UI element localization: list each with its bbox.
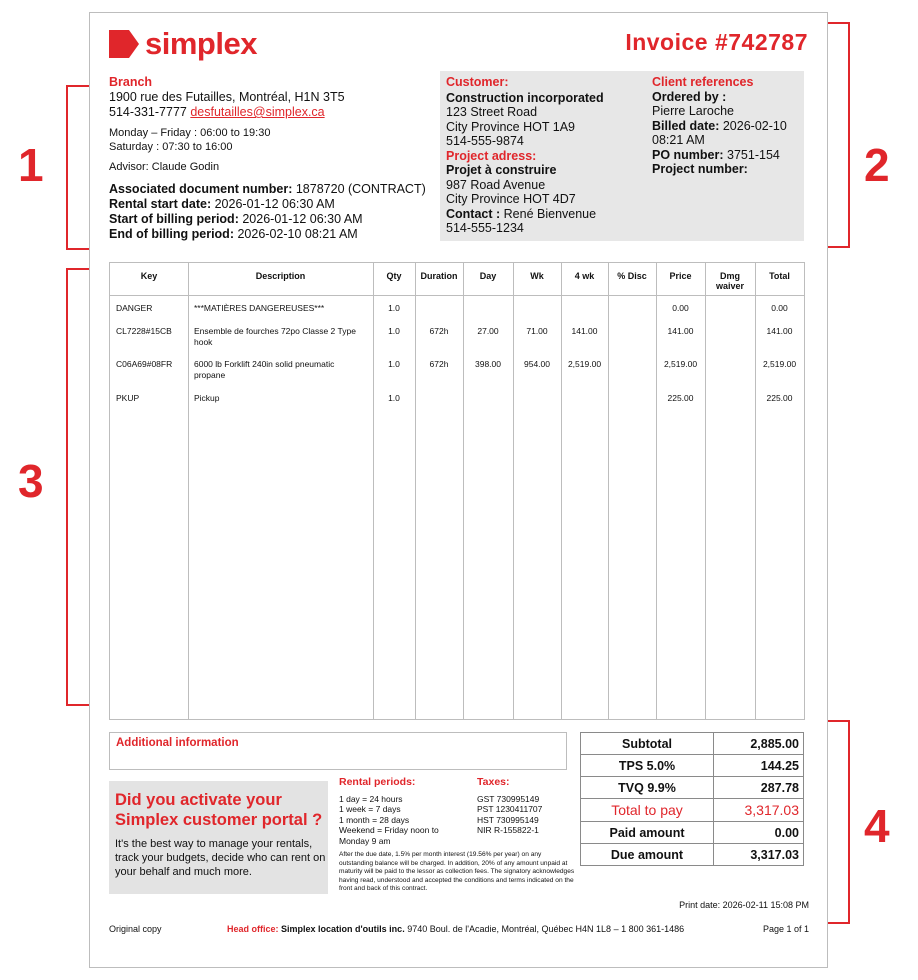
tps-value: 144.25	[714, 755, 804, 777]
totals-table	[580, 732, 804, 866]
table-cell-price: 0.00	[672, 303, 689, 313]
table-cell-key: CL7228#15CB	[116, 326, 172, 336]
column-header: Wk	[530, 271, 544, 281]
totals-row	[581, 822, 804, 844]
line-items-table	[109, 262, 805, 720]
simplex-logo-icon	[109, 30, 139, 58]
billed-time-value: 08:21 AM	[652, 133, 705, 147]
project-name: Projet à construire	[446, 163, 557, 177]
rental-start-value: 2026-01-12 06:30 AM	[214, 197, 335, 211]
advisor: Advisor: Claude Godin	[109, 161, 220, 173]
callout-number-2: 2	[864, 139, 890, 191]
tax-line: GST 730995149	[477, 793, 540, 804]
rental-period-line: 1 week = 7 days	[339, 804, 401, 814]
table-cell-desc: 6000 lb Forklift 240in solid pneumatic propane	[194, 359, 335, 380]
contact-label: Contact :	[446, 206, 501, 221]
company-address: 9740 Boul. de l'Acadie, Montréal, Québec H4N 1L8 – 1 800 361-1486	[407, 924, 685, 934]
table-cell-qty: 1.0	[388, 303, 400, 313]
tax-line: PST 1230411707	[477, 804, 543, 814]
rental-period-line: 1 day = 24 hours	[339, 793, 403, 804]
terms-fine-print: After the due date, 1.5% per month interest (19.56% per year) on any outstanding balance will be charged. In addition, 20% of any amount unpaid at maturity will be paid to the lessor as collection fees. The signatory acknowledges having read, understood and accepted the conditions and terms indicated on the front and back of this contract.	[339, 851, 575, 892]
billing-start-label: Start of billing period:	[109, 212, 239, 226]
branch-address: 1900 rue des Futailles, Montréal, H1N 3T5	[109, 90, 345, 104]
customer-name: Construction incorporated	[446, 90, 604, 105]
branch-heading: Branch	[109, 75, 153, 89]
column-header: Price	[669, 271, 692, 281]
table-cell-duration: 672h	[429, 359, 449, 369]
callout-number-3: 3	[18, 455, 44, 507]
tvq-value: 287.78	[714, 777, 804, 799]
print-date: Print date: 2026-02-11 15:08 PM	[679, 900, 809, 910]
tax-line: NIR R-155822-1	[477, 825, 539, 835]
total-to-pay-row	[581, 799, 804, 822]
po-row	[652, 148, 802, 163]
branch-phone: 514-331-7777	[109, 105, 187, 119]
head-office-info	[227, 924, 684, 934]
billing-start-value: 2026-01-12 06:30 AM	[242, 212, 363, 226]
portal-promo	[109, 781, 328, 894]
project-street: 987 Road Avenue	[446, 177, 546, 192]
client-refs-label: Client references	[652, 75, 754, 89]
due-amount-value: 3,317.03	[714, 844, 804, 866]
branch-contact-line	[109, 105, 439, 120]
promo-body: It's the best way to manage your rentals, track your budgets, decide who can rent on your behalf and much more.	[115, 838, 326, 878]
column-header: Key	[140, 271, 158, 281]
table-cell-total: 141.00	[766, 326, 793, 336]
table-header-divider	[110, 295, 804, 296]
client-references-column	[652, 75, 802, 177]
assoc-doc-label: Associated document number:	[109, 182, 293, 196]
taxes-heading: Taxes:	[477, 776, 510, 788]
billing-end-row	[109, 227, 439, 242]
rental-periods-heading: Rental periods:	[339, 776, 416, 788]
table-cell-qty: 1.0	[388, 359, 400, 369]
totals-row	[581, 844, 804, 866]
table-cell-wk: 71.00	[526, 326, 548, 336]
customer-street: 123 Street Road	[446, 105, 538, 119]
column-header: Total	[769, 271, 790, 281]
brand-name: simplex	[145, 26, 257, 61]
po-label: PO number:	[652, 147, 724, 162]
table-cell-key: PKUP	[116, 393, 140, 403]
brand-logo	[109, 26, 257, 61]
tps-label: TPS 5.0%	[581, 755, 714, 777]
table-cell-total: 2,519.00	[762, 359, 797, 369]
column-header: 4 wk	[574, 271, 595, 281]
billing-start-row	[109, 212, 439, 227]
totals-row	[581, 733, 804, 755]
branch-info	[109, 75, 439, 242]
table-cell-total: 0.00	[771, 303, 788, 313]
rental-period-line: Weekend = Friday noon to	[339, 825, 439, 835]
paid-amount-value: 0.00	[714, 822, 804, 844]
table-cell-desc: Pickup	[194, 393, 220, 403]
table-cell-total: 225.00	[766, 393, 793, 403]
billed-date-label: Billed date:	[652, 118, 720, 133]
contact-row	[446, 207, 646, 222]
contact-name: René Bienvenue	[503, 206, 597, 221]
table-column-divider	[705, 263, 706, 719]
branch-email-link[interactable]: desfutailles@simplex.ca	[190, 105, 325, 119]
project-label: Project adress:	[446, 148, 537, 163]
callout-bracket-4	[826, 720, 850, 924]
due-amount-label: Due amount	[581, 844, 714, 866]
project-number-row	[652, 162, 802, 177]
subtotal-label: Subtotal	[581, 733, 714, 755]
table-column-divider	[608, 263, 609, 719]
invoice-title: Invoice #742787	[625, 29, 808, 55]
table-cell-price: 141.00	[667, 326, 694, 336]
rental-start-row	[109, 197, 439, 212]
billing-end-value: 2026-02-10 08:21 AM	[237, 227, 358, 241]
column-header: Duration	[420, 271, 458, 281]
billed-date-row	[652, 119, 802, 134]
callout-bracket-2	[826, 22, 850, 248]
promo-heading: Did you activate your Simplex customer portal ?	[115, 791, 323, 829]
table-column-divider	[188, 263, 189, 719]
project-number-label: Project number:	[652, 162, 748, 176]
table-cell-day: 398.00	[475, 359, 501, 369]
po-value: 3751-154	[727, 147, 780, 162]
total-to-pay-label: Total to pay	[581, 799, 714, 822]
table-cell-price: 225.00	[667, 393, 694, 403]
rental-period-line: 1 month = 28 days	[339, 814, 410, 825]
table-cell-qty: 1.0	[388, 393, 400, 403]
assoc-doc-value: 1878720 (CONTRACT)	[295, 182, 426, 196]
hours-weekday: Monday – Friday : 06:00 to 19:30	[109, 127, 271, 139]
rental-start-label: Rental start date:	[109, 197, 212, 211]
rental-periods	[339, 777, 469, 846]
table-cell-day: 27.00	[477, 326, 499, 336]
assoc-doc-row	[109, 182, 439, 197]
total-to-pay-value: 3,317.03	[714, 799, 804, 822]
column-header: Description	[255, 271, 306, 281]
paid-amount-label: Paid amount	[581, 822, 714, 844]
rental-period-line: Monday 9 am	[339, 835, 391, 846]
additional-info-box	[109, 732, 567, 770]
column-header: Day	[479, 271, 497, 281]
billed-date-value: 2026-02-10	[722, 118, 787, 133]
tax-numbers	[477, 777, 577, 836]
customer-column	[446, 75, 646, 236]
callout-number-1: 1	[18, 139, 44, 191]
hours-saturday: Saturday : 07:30 to 16:00	[109, 141, 233, 153]
column-header: Dmg waiver	[715, 271, 745, 291]
head-office-label: Head office:	[227, 924, 279, 934]
column-header: Qty	[386, 271, 402, 281]
table-cell-desc: ***MATIÈRES DANGEREUSES***	[194, 303, 325, 313]
contact-phone: 514-555-1234	[446, 221, 524, 235]
ordered-by-label: Ordered by :	[652, 89, 727, 104]
project-city: City Province HOT 4D7	[446, 192, 576, 206]
table-cell-desc: Ensemble de fourches 72po Classe 2 Type hook	[194, 326, 356, 347]
additional-info-label: Additional information	[116, 737, 239, 749]
totals-row	[581, 777, 804, 799]
company-name: Simplex location d'outils inc.	[281, 924, 405, 934]
customer-phone: 514-555-9874	[446, 134, 524, 148]
subtotal-value: 2,885.00	[714, 733, 804, 755]
customer-box	[440, 71, 804, 241]
copy-type: Original copy	[109, 924, 162, 934]
table-cell-key: DANGER	[116, 303, 153, 313]
tax-line: HST 730995149	[477, 814, 539, 825]
table-cell-duration: 672h	[429, 326, 449, 336]
page-number: Page 1 of 1	[762, 924, 809, 934]
tvq-label: TVQ 9.9%	[581, 777, 714, 799]
table-cell-fourwk: 2,519.00	[567, 359, 602, 369]
totals-row	[581, 755, 804, 777]
customer-label: Customer:	[446, 75, 509, 89]
customer-city: City Province HOT 1A9	[446, 119, 575, 134]
column-header: % Disc	[617, 271, 647, 281]
table-cell-price: 2,519.00	[663, 359, 698, 369]
table-cell-wk: 954.00	[524, 359, 550, 369]
table-cell-fourwk: 141.00	[571, 326, 598, 336]
ordered-by-value: Pierre Laroche	[652, 104, 734, 118]
invoice-page	[89, 12, 828, 968]
table-cell-key: C06A69#08FR	[116, 359, 173, 369]
billing-end-label: End of billing period:	[109, 227, 234, 241]
callout-number-4: 4	[864, 800, 890, 852]
table-cell-qty: 1.0	[388, 326, 400, 336]
